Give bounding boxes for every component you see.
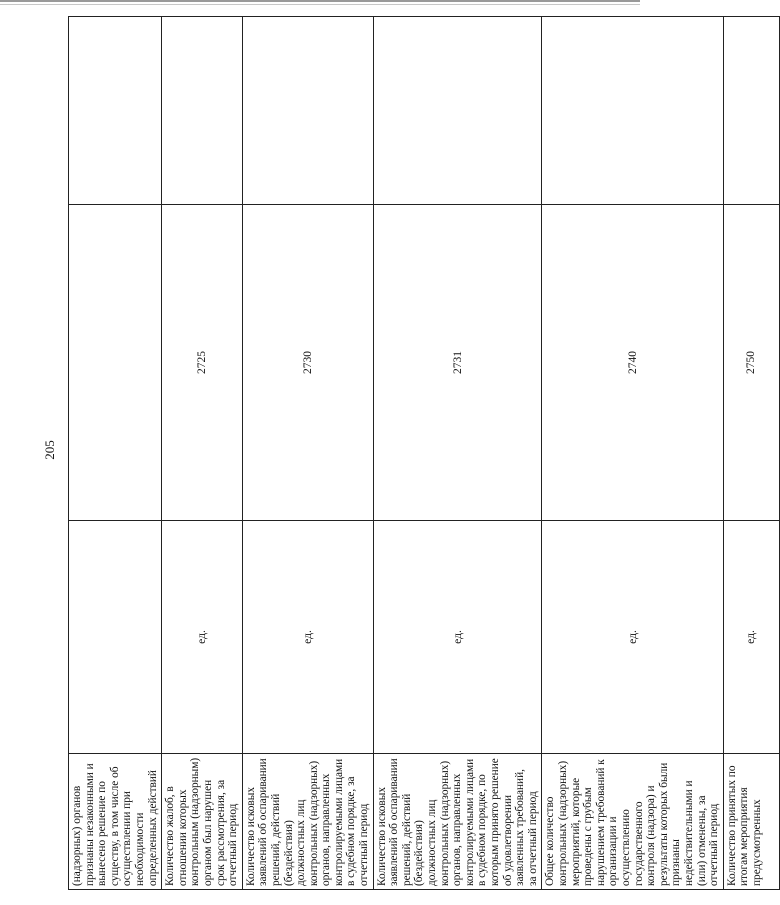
value-cell xyxy=(542,17,723,205)
value-cell xyxy=(373,17,542,205)
unit-cell xyxy=(69,521,162,754)
unit-cell: ед. xyxy=(373,521,542,754)
indicator-description: (надзорных) органов признаны незаконными и вынесено решение по существу, в том числе об осуществлении при необходимости определенных действий xyxy=(69,754,162,890)
value-cell xyxy=(723,17,779,205)
value-cell xyxy=(162,17,243,205)
page-number-text: 205 xyxy=(42,440,57,460)
rotated-sheet xyxy=(68,17,763,890)
line-code-cell: 2725 xyxy=(162,205,243,521)
scan-edge xyxy=(0,0,640,2)
value-cell xyxy=(69,17,162,205)
indicator-description: Общее количество контрольных (надзорных) мероприятий, которые проведены с грубым нарушением требований к организации и осуществлению государственного контроля (надзора) и результаты которых были признаны недействительными и (или) отменены, за отчетный период xyxy=(542,754,723,890)
table-row xyxy=(162,17,243,890)
unit-cell: ед. xyxy=(723,521,779,754)
line-code-cell xyxy=(69,205,162,521)
table-row xyxy=(723,17,779,890)
line-code-cell: 2731 xyxy=(373,205,542,521)
page-number xyxy=(40,430,60,470)
line-code-cell: 2750 xyxy=(723,205,779,521)
value-cell xyxy=(242,17,373,205)
table-row xyxy=(69,17,162,890)
indicator-description: Количество исковых заявлений об оспаривании решений, действий (бездействия) должностных лиц контрольных (надзорных) органов, направленных контролируемыми лицами в судебном порядке, за отчетный период xyxy=(242,754,373,890)
indicator-table xyxy=(68,16,780,890)
indicator-description: Количество жалоб, в отношении которых контрольным (надзорным) органом был нарушен срок рассмотрения, за отчетный период xyxy=(162,754,243,890)
table-row xyxy=(373,17,542,890)
indicator-description: Количество принятых по итогам мероприятия предусмотренных xyxy=(723,754,779,890)
unit-cell: ед. xyxy=(542,521,723,754)
line-code-cell: 2740 xyxy=(542,205,723,521)
unit-cell: ед. xyxy=(162,521,243,754)
unit-cell: ед. xyxy=(242,521,373,754)
indicator-description: Количество исковых заявлений об оспаривании решений, действий (бездействия) должностных лиц контрольных (надзорных) органов, направленных контролируемыми лицами в судебном порядке, по которым принято решение об удовлетворении заявленных требований, за отчетный период xyxy=(373,754,542,890)
scan-edge-inner xyxy=(0,4,640,5)
table-row xyxy=(242,17,373,890)
table-row xyxy=(542,17,723,890)
line-code-cell: 2730 xyxy=(242,205,373,521)
